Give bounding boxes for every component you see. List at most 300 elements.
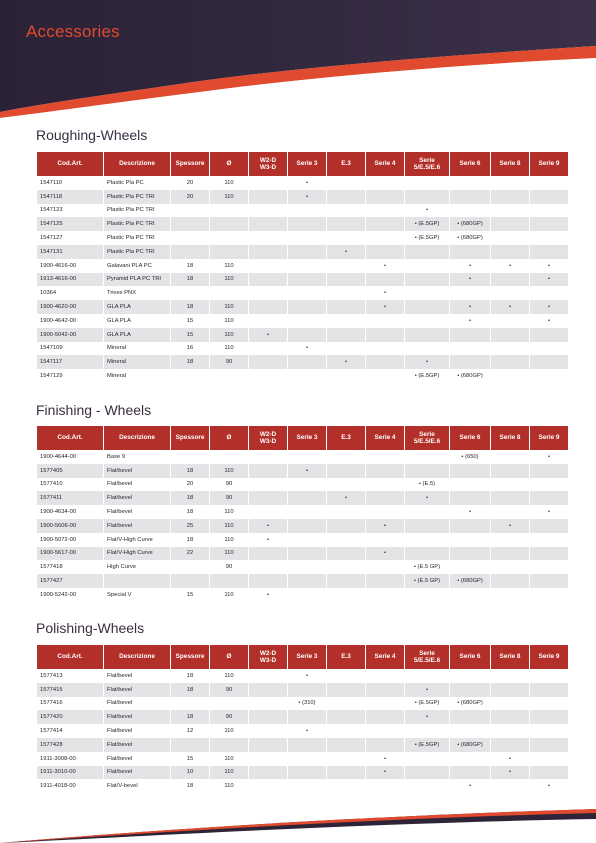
cell-e3: [327, 204, 365, 218]
cell-serie-8: [491, 342, 529, 356]
cell-e3: [327, 505, 365, 519]
cell-descrizione: [104, 574, 170, 588]
cell-descrizione: Flat/bevel: [104, 519, 170, 533]
cell-serie-4: [366, 697, 404, 711]
cell-w2d-w3d: [249, 259, 287, 273]
cell-serie-3: •: [288, 190, 326, 204]
cell-e3: [327, 478, 365, 492]
col-spessore-header: Spessore: [171, 152, 209, 176]
cell-cod-art: 1547123: [37, 204, 103, 218]
cell-w2d-w3d: [249, 491, 287, 505]
cell-serie-6: [450, 752, 490, 766]
cell-serie-4: [366, 505, 404, 519]
cell-serie-9: [530, 574, 568, 588]
cell-w2d-w3d: [249, 217, 287, 231]
cell-serie-4: [366, 231, 404, 245]
col-cod-art-header: Cod.Art.: [37, 426, 103, 450]
cell-serie-5: [405, 300, 449, 314]
cell-serie-8: [491, 450, 529, 464]
cell-serie-6: •: [450, 505, 490, 519]
cell-serie-4: [366, 342, 404, 356]
cell-w2d-w3d: [249, 176, 287, 190]
cell-descrizione: Flat/V-High Curve: [104, 547, 170, 561]
cell-diameter: 110: [210, 464, 248, 478]
cell-descrizione: Flat/bevel: [104, 738, 170, 752]
cell-spessore: 20: [171, 478, 209, 492]
cell-diameter: 90: [210, 560, 248, 574]
cell-descrizione: Flat/bevel: [104, 697, 170, 711]
cell-descrizione: Pyramid PLA PC TRI: [104, 273, 170, 287]
cell-serie-9: [530, 752, 568, 766]
table-row: [37, 342, 568, 356]
cell-cod-art: 1547118: [37, 190, 103, 204]
cell-diameter: [210, 204, 248, 218]
cell-serie-5: [405, 505, 449, 519]
cell-serie-5: [405, 190, 449, 204]
cell-diameter: 110: [210, 752, 248, 766]
cell-descrizione: Flat/bevel: [104, 724, 170, 738]
cell-w2d-w3d: [249, 752, 287, 766]
cell-w2d-w3d: [249, 204, 287, 218]
cell-diameter: 110: [210, 314, 248, 328]
cell-serie-3: • (310): [288, 697, 326, 711]
cell-serie-5: • (E.5GP): [405, 738, 449, 752]
cell-serie-3: •: [288, 342, 326, 356]
cell-w2d-w3d: [249, 300, 287, 314]
cell-diameter: 110: [210, 300, 248, 314]
cell-cod-art: 1900-4642-00: [37, 314, 103, 328]
cell-w2d-w3d: [249, 478, 287, 492]
cell-serie-8: [491, 491, 529, 505]
col-w2d-w3d-header: W2-D W3-D: [249, 645, 287, 669]
cell-w2d-w3d: [249, 190, 287, 204]
cell-serie-6: [450, 724, 490, 738]
table-row: [37, 273, 568, 287]
cell-descrizione: Flat/bevel: [104, 491, 170, 505]
cell-serie-6: [450, 342, 490, 356]
cell-serie-3: [288, 217, 326, 231]
cell-serie-3: [288, 328, 326, 342]
cell-cod-art: 1911-3008-00: [37, 752, 103, 766]
cell-w2d-w3d: •: [249, 328, 287, 342]
cell-e3: [327, 300, 365, 314]
cell-serie-5: [405, 328, 449, 342]
cell-serie-6: [450, 533, 490, 547]
table-row: [37, 738, 568, 752]
cell-diameter: 110: [210, 588, 248, 602]
cell-cod-art: 1911-3010-00: [37, 766, 103, 780]
cell-descrizione: Flat/bevel: [104, 766, 170, 780]
cell-cod-art: 1577416: [37, 697, 103, 711]
cell-diameter: [210, 450, 248, 464]
cell-serie-3: [288, 369, 326, 383]
cell-w2d-w3d: [249, 231, 287, 245]
cell-diameter: 110: [210, 176, 248, 190]
table-row: [37, 190, 568, 204]
cell-spessore: 18: [171, 273, 209, 287]
cell-serie-8: [491, 355, 529, 369]
cell-serie-5: [405, 533, 449, 547]
cell-serie-4: [366, 724, 404, 738]
table-row: [37, 300, 568, 314]
cell-spessore: [171, 217, 209, 231]
cell-serie-9: [530, 560, 568, 574]
table-row: [37, 328, 568, 342]
cell-e3: [327, 450, 365, 464]
col-serie-8-header: Serie 8: [491, 426, 529, 450]
cell-serie-6: [450, 547, 490, 561]
cell-serie-4: •: [366, 259, 404, 273]
cell-serie-9: [530, 519, 568, 533]
cell-e3: [327, 766, 365, 780]
cell-w2d-w3d: [249, 547, 287, 561]
cell-diameter: 110: [210, 505, 248, 519]
cell-serie-3: [288, 547, 326, 561]
cell-spessore: [171, 560, 209, 574]
cell-serie-5: [405, 724, 449, 738]
col-diameter-header: Ø: [210, 152, 248, 176]
table-row: [37, 547, 568, 561]
cell-diameter: 90: [210, 478, 248, 492]
cell-descrizione: Flat/V-bevel: [104, 779, 170, 793]
cell-w2d-w3d: [249, 286, 287, 300]
col-spessore-header: Spessore: [171, 426, 209, 450]
col-e3-header: E.3: [327, 645, 365, 669]
cell-serie-3: [288, 491, 326, 505]
cell-cod-art: 1547127: [37, 231, 103, 245]
cell-spessore: [171, 574, 209, 588]
cell-serie-5: • (E.5GP): [405, 369, 449, 383]
cell-descrizione: Flat/bevel: [104, 669, 170, 683]
cell-diameter: 110: [210, 533, 248, 547]
cell-serie-9: [530, 286, 568, 300]
cell-e3: [327, 217, 365, 231]
cell-descrizione: Mineral: [104, 355, 170, 369]
cell-spessore: 18: [171, 300, 209, 314]
cell-serie-4: •: [366, 547, 404, 561]
cell-serie-4: [366, 328, 404, 342]
table-header-row: [37, 152, 568, 176]
cell-e3: [327, 560, 365, 574]
cell-serie-6: • (680GP): [450, 574, 490, 588]
cell-serie-6: [450, 766, 490, 780]
cell-serie-5: •: [405, 683, 449, 697]
cell-w2d-w3d: •: [249, 588, 287, 602]
cell-serie-3: •: [288, 176, 326, 190]
cell-w2d-w3d: [249, 245, 287, 259]
cell-spessore: [171, 245, 209, 259]
cell-cod-art: 1577428: [37, 738, 103, 752]
cell-e3: [327, 273, 365, 287]
cell-serie-9: [530, 231, 568, 245]
cell-spessore: 12: [171, 724, 209, 738]
cell-diameter: 110: [210, 724, 248, 738]
cell-serie-3: [288, 588, 326, 602]
cell-w2d-w3d: [249, 369, 287, 383]
cell-serie-4: [366, 217, 404, 231]
cell-spessore: [171, 286, 209, 300]
col-diameter-header: Ø: [210, 645, 248, 669]
cell-serie-3: [288, 478, 326, 492]
cell-serie-9: [530, 176, 568, 190]
cell-serie-9: [530, 204, 568, 218]
cell-serie-4: [366, 450, 404, 464]
cell-serie-3: [288, 505, 326, 519]
cell-diameter: [210, 286, 248, 300]
cell-serie-3: [288, 314, 326, 328]
col-descrizione-header: Descrizione: [104, 645, 170, 669]
cell-serie-5: [405, 464, 449, 478]
cell-serie-4: •: [366, 766, 404, 780]
col-serie-8-header: Serie 8: [491, 645, 529, 669]
cell-serie-9: [530, 355, 568, 369]
cell-e3: [327, 588, 365, 602]
cell-serie-9: [530, 669, 568, 683]
table-row: [37, 560, 568, 574]
col-serie-5-header: Serie 5/E.5/E.6: [405, 426, 449, 450]
cell-serie-5: [405, 752, 449, 766]
cell-e3: [327, 286, 365, 300]
cell-w2d-w3d: [249, 314, 287, 328]
cell-spessore: [171, 697, 209, 711]
cell-serie-5: [405, 766, 449, 780]
cell-serie-4: [366, 245, 404, 259]
cell-serie-4: •: [366, 519, 404, 533]
cell-serie-9: [530, 588, 568, 602]
cell-w2d-w3d: •: [249, 519, 287, 533]
cell-serie-5: [405, 588, 449, 602]
cell-descrizione: Flat/bevel: [104, 478, 170, 492]
cell-serie-5: • (E.5GP): [405, 231, 449, 245]
cell-diameter: [210, 697, 248, 711]
finishing-wheels-table: [36, 426, 569, 602]
section-title-polishing: Polishing-Wheels: [36, 620, 145, 636]
cell-spessore: 22: [171, 547, 209, 561]
cell-serie-5: [405, 519, 449, 533]
cell-serie-5: • (E.5GP): [405, 697, 449, 711]
cell-serie-8: [491, 478, 529, 492]
cell-serie-5: [405, 342, 449, 356]
cell-serie-4: [366, 464, 404, 478]
table-row: [37, 752, 568, 766]
cell-serie-5: [405, 450, 449, 464]
cell-serie-8: [491, 328, 529, 342]
cell-serie-6: • (680GP): [450, 231, 490, 245]
cell-serie-9: [530, 738, 568, 752]
cell-spessore: 25: [171, 519, 209, 533]
cell-serie-4: •: [366, 300, 404, 314]
cell-serie-8: [491, 245, 529, 259]
cell-spessore: 18: [171, 259, 209, 273]
cell-descrizione: Flat/bevel: [104, 710, 170, 724]
cell-serie-3: [288, 752, 326, 766]
cell-diameter: 90: [210, 683, 248, 697]
cell-spessore: [171, 738, 209, 752]
cell-cod-art: 1577410: [37, 478, 103, 492]
cell-serie-9: •: [530, 314, 568, 328]
table-row: [37, 697, 568, 711]
table-row: [37, 464, 568, 478]
cell-serie-6: • (680GP): [450, 217, 490, 231]
cell-w2d-w3d: [249, 697, 287, 711]
cell-serie-8: [491, 505, 529, 519]
cell-serie-6: •: [450, 273, 490, 287]
cell-cod-art: 1577418: [37, 560, 103, 574]
table-row: [37, 217, 568, 231]
cell-serie-3: [288, 204, 326, 218]
cell-e3: [327, 547, 365, 561]
cell-serie-5: •: [405, 355, 449, 369]
table-row: [37, 204, 568, 218]
cell-cod-art: 1547109: [37, 342, 103, 356]
cell-serie-8: •: [491, 766, 529, 780]
cell-descrizione: Flat/bevel: [104, 464, 170, 478]
cell-serie-9: •: [530, 273, 568, 287]
cell-spessore: 18: [171, 533, 209, 547]
col-serie-6-header: Serie 6: [450, 645, 490, 669]
cell-serie-9: [530, 533, 568, 547]
cell-serie-8: [491, 669, 529, 683]
cell-serie-4: [366, 588, 404, 602]
cell-serie-8: •: [491, 519, 529, 533]
cell-serie-6: [450, 519, 490, 533]
cell-cod-art: 1577415: [37, 683, 103, 697]
cell-diameter: 110: [210, 547, 248, 561]
cell-serie-9: •: [530, 259, 568, 273]
col-serie-4-header: Serie 4: [366, 426, 404, 450]
cell-cod-art: 1900-5606-00: [37, 519, 103, 533]
cell-serie-8: [491, 697, 529, 711]
cell-serie-8: [491, 738, 529, 752]
col-serie-9-header: Serie 9: [530, 152, 568, 176]
cell-serie-9: •: [530, 779, 568, 793]
cell-w2d-w3d: [249, 710, 287, 724]
cell-w2d-w3d: [249, 683, 287, 697]
cell-serie-5: • (E.5 GP): [405, 560, 449, 574]
cell-serie-3: [288, 231, 326, 245]
cell-descrizione: GLA PLA: [104, 300, 170, 314]
cell-spessore: 18: [171, 683, 209, 697]
cell-cod-art: 1547117: [37, 355, 103, 369]
cell-serie-8: [491, 464, 529, 478]
col-serie-4-header: Serie 4: [366, 645, 404, 669]
cell-diameter: 110: [210, 669, 248, 683]
cell-diameter: 110: [210, 328, 248, 342]
cell-w2d-w3d: [249, 724, 287, 738]
cell-serie-4: [366, 710, 404, 724]
cell-descrizione: Plastic Pla PC TRI: [104, 231, 170, 245]
footer-swoosh: [0, 783, 596, 843]
cell-serie-5: [405, 314, 449, 328]
cell-serie-8: •: [491, 300, 529, 314]
cell-serie-6: •: [450, 259, 490, 273]
cell-diameter: 90: [210, 491, 248, 505]
cell-serie-9: [530, 190, 568, 204]
cell-serie-6: [450, 286, 490, 300]
cell-diameter: [210, 231, 248, 245]
cell-cod-art: 1547129: [37, 369, 103, 383]
cell-descrizione: Plastic Pla PC: [104, 176, 170, 190]
cell-spessore: 18: [171, 710, 209, 724]
table-row: [37, 231, 568, 245]
cell-serie-4: [366, 491, 404, 505]
cell-serie-3: [288, 738, 326, 752]
cell-e3: [327, 683, 365, 697]
section-title-finishing: Finishing - Wheels: [36, 402, 152, 418]
cell-e3: [327, 738, 365, 752]
col-serie-9-header: Serie 9: [530, 426, 568, 450]
cell-cod-art: 1900-5042-00: [37, 328, 103, 342]
cell-serie-6: •: [450, 779, 490, 793]
table-row: [37, 574, 568, 588]
cell-w2d-w3d: [249, 766, 287, 780]
cell-serie-3: [288, 355, 326, 369]
cell-e3: [327, 574, 365, 588]
cell-serie-6: •: [450, 300, 490, 314]
cell-cod-art: 10364: [37, 286, 103, 300]
cell-diameter: 110: [210, 342, 248, 356]
cell-cod-art: 1577427: [37, 574, 103, 588]
cell-descrizione: Flat/bevel: [104, 505, 170, 519]
cell-serie-3: [288, 574, 326, 588]
cell-diameter: [210, 217, 248, 231]
cell-spessore: 18: [171, 669, 209, 683]
cell-serie-4: [366, 273, 404, 287]
cell-serie-9: •: [530, 300, 568, 314]
cell-spessore: 18: [171, 355, 209, 369]
cell-cod-art: 1911-4018-00: [37, 779, 103, 793]
cell-serie-8: [491, 547, 529, 561]
cell-serie-8: [491, 574, 529, 588]
table-row: [37, 355, 568, 369]
cell-cod-art: 1900-4616-00: [37, 259, 103, 273]
cell-e3: [327, 176, 365, 190]
cell-descrizione: Mineral: [104, 342, 170, 356]
cell-serie-6: [450, 710, 490, 724]
cell-diameter: [210, 738, 248, 752]
cell-descrizione: Trivex PNX: [104, 286, 170, 300]
cell-serie-8: [491, 176, 529, 190]
cell-serie-9: [530, 683, 568, 697]
cell-e3: [327, 314, 365, 328]
cell-descrizione: Special V: [104, 588, 170, 602]
cell-serie-8: [491, 231, 529, 245]
cell-serie-9: [530, 724, 568, 738]
table-header-row: [37, 426, 568, 450]
table-row: [37, 491, 568, 505]
cell-descrizione: Flat/V-High Curve: [104, 533, 170, 547]
col-e3-header: E.3: [327, 426, 365, 450]
col-diameter-header: Ø: [210, 426, 248, 450]
cell-cod-art: 1900-4644-00: [37, 450, 103, 464]
table-row: [37, 724, 568, 738]
cell-serie-4: [366, 683, 404, 697]
cell-descrizione: Flat/bevel: [104, 752, 170, 766]
cell-diameter: 110: [210, 779, 248, 793]
cell-e3: •: [327, 355, 365, 369]
cell-descrizione: Flat/bevel: [104, 683, 170, 697]
cell-spessore: 15: [171, 588, 209, 602]
cell-diameter: 90: [210, 710, 248, 724]
table-row: [37, 478, 568, 492]
cell-serie-4: [366, 738, 404, 752]
cell-serie-8: •: [491, 259, 529, 273]
roughing-wheels-table: [36, 152, 569, 383]
cell-descrizione: Base 9: [104, 450, 170, 464]
cell-diameter: [210, 245, 248, 259]
col-serie-6-header: Serie 6: [450, 426, 490, 450]
cell-serie-3: •: [288, 464, 326, 478]
